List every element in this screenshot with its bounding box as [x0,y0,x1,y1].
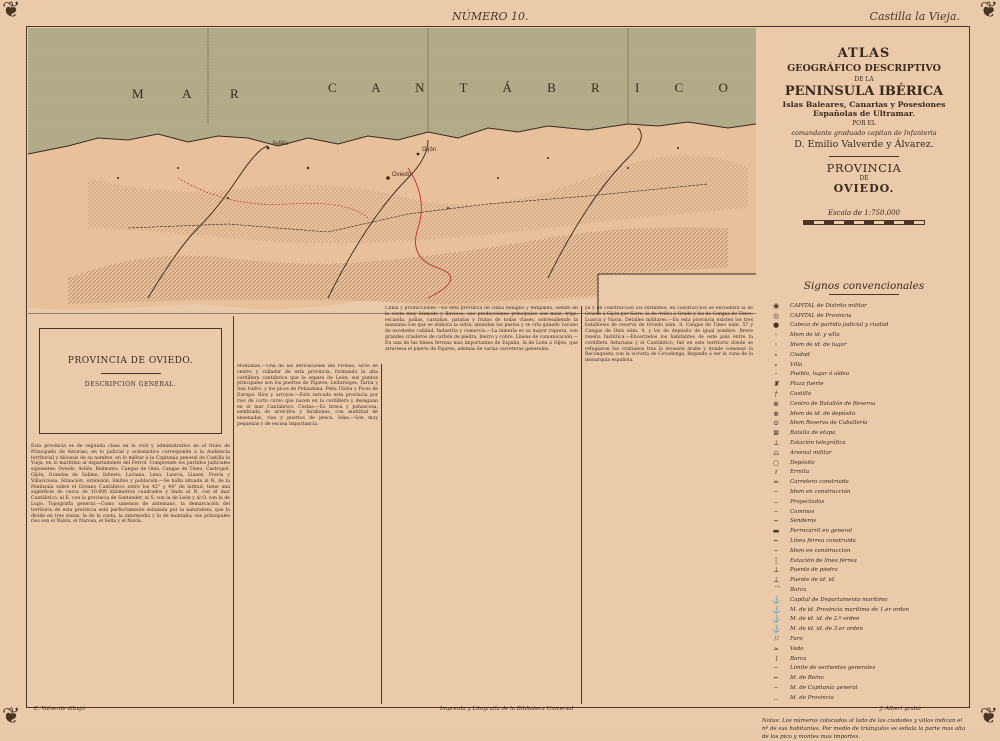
legend-label: Batalla de etapa [790,430,836,437]
legend-row [762,507,966,517]
legend-row [762,536,966,546]
legend-row [762,566,966,576]
legend-symbol-icon: ┄ [773,488,779,497]
legend-symbol-icon: ⚐ [772,634,780,643]
legend-symbol-icon: ♜ [772,380,780,389]
legend-symbol-icon: ◦ [773,331,779,340]
scale-label: Escala de 1:750.000 [827,209,901,217]
legend-label: Senderos [790,518,817,525]
legend-row [762,360,966,370]
legend-label: Depósito [790,459,815,466]
province-map[interactable] [28,28,756,314]
province-title: PROVINCIA DE OVIEDO. [67,356,194,366]
body-text: Montañas.—Una de las derivaciones del Pirineo, sirve de centro y valladar de esta provincia, formando la alta cordillera cantábrica que la separa de León; sus puntos principales son los puertos de Pajares, Leitariegos, Tarna y San Isidro, y los picos de Peñaubina, Peña Ubiña y Picos de Europa. Ríos y arroyos.—Está surcada esta provincia por ríos de corto curso que nacen en la cordillera y desaguan en el mar Cantábrico. Costas.—Es brava y peñascosa, sembrada de arrecifes y farallones, con multitud de ensenadas, rías y puertos de pesca. Islas.—Son muy pequeñas y de escasa importancia. [237,364,378,427]
region-label: Castilla la Vieja. [869,10,960,23]
legend-row [762,663,966,673]
legend-label: Ferrocarril en general [790,528,853,535]
legend-symbol-icon: ⌂ [773,448,779,457]
legend-symbol-icon: ┅ [773,537,779,546]
legend-label: Ermita [790,469,810,476]
body-text: ya y en construcción los restantes; en construcción se encuentra la de Oviedo á Gijón por Siero, la de Avilés á Grado y las de Cangas de Tineo, Luarca y Navia. Detalles militares.—En esta provincia existen los tres batallones de reserva de Oviedo núm. 8, Cangas de Tineo núm. 57 y Cangas de Onís núm. 9, y los de depósito de igual nombre. Breve reseña histórica.—Encerrados los habitantes de este país entre la cordillera Asturiana y el Cantábrico, fué en este territorio donde se refugiaron los cristianos tras la invasión árabe y donde comenzó la Reconquista con la victoria de Covadonga, llegando á ser la cuna de la monarquía española. [585,306,753,364]
legend-symbol-icon: ≈ [773,644,779,653]
legend-row [762,468,966,478]
legend-label: Barca [790,587,807,593]
legend-symbol-icon: ┅ [773,674,779,683]
legend-row [762,399,966,409]
legend-label: Vado [790,645,804,652]
legend-row [762,350,966,360]
scale-bar [803,220,925,225]
atlas-de-la: DE LA [854,76,874,83]
legend-label: M. de id. Provincia marítima de 1.er orden [790,606,910,613]
atlas-por: POR EL [852,120,876,127]
legend-label: Línea férrea construida [790,538,856,545]
legend-row [762,409,966,419]
legend-row [762,340,966,350]
legend-row [762,458,966,468]
legend-symbol-icon: ⊥ [772,566,780,575]
engraver-credit: E. Valverde dibujó [34,706,85,712]
corner-ornament-icon: ❦ [2,0,21,23]
province-name: OVIEDO. [833,182,895,195]
legend-label: Barca [790,655,807,662]
legend-symbol-icon: ⊠ [773,429,779,438]
legend-row [762,556,966,566]
legend-row [762,497,966,507]
legend-symbol-icon: ⊕ [773,399,779,408]
corner-ornament-icon: ❦ [979,0,998,23]
legend-label: Puente de id. id. [790,577,836,584]
legend-row [762,301,966,311]
printer-credit: Imprenta y Litografía de la Biblioteca Universal [440,706,574,712]
legend-symbol-icon: ┈ [773,683,779,692]
legend-symbol-icon: ⊗ [773,409,779,418]
legend-symbol-icon: ═ [773,478,779,487]
legend-label: Faro [790,635,803,642]
legend-title: Signos convencionales [803,280,925,292]
legend-symbol-icon: ∘ [774,360,778,369]
legend-label: M. de id. id. de 2.º orden [790,616,860,623]
province-title-box [39,328,222,434]
province-heading: PROVINCIA [826,161,902,175]
legend-row [762,311,966,321]
legend-label: Castillo [790,391,812,398]
legend-row [762,379,966,389]
legend-label: Capital de Departamento marítimo [790,596,888,603]
legend-label: Idem de id. de lugar [790,342,847,349]
legend-label: Carretera construida [790,479,849,486]
atlas-title: ATLAS [837,46,891,61]
legend-symbol-icon: ‥ [773,693,779,702]
legend-label: Plaza fuerte [790,381,824,388]
legend-label: Id. de Provincia [790,694,834,701]
legend-symbol-icon: ⚓ [771,615,781,624]
body-text: Esta provincia es de segunda clase en lo civil y administrativo en el titulo de Principado de Asturias; en lo judicial y eclesiástico corresponde á la Audiencia territorial y diócesis de su nombre, en lo militar á la Capitanía general de Castilla la Vieja, en lo marítimo al departamento del Ferrol. Comprende los partidos judiciales siguientes: Oviedo, Avilés, Belmonte, Cangas de Onís, Cangas de Tineo, Castropol, Gijón, Grandas de Salime, Infiesto, Laviana, Lena, Luarca, Llanes, Pravia y Villaviciosa. Situación, extensión, límites y población.—Se halla situada al N. de la Península sobre el Océano Cantábrico entre los 42° y 44° de latitud; tiene una superficie de cerca de 10.600 kilómetros cuadrados y linda al N. con el mar Cantábrico, al E. con la provincia de Santander, al S. con la de León y al O. con la de Lugo. Topografía general.—Como sabemos de antemano, la demarcación del territorio de esta provincia está perfectamente señalada por la naturaleza, que la divide en tres zonas: la de la costa, la intermedia y la de montaña; sus principales rios son el Nalón, el Narcea, el Sella y el Navia. [31,444,230,525]
text-column-1 [28,316,234,704]
sea-label: C A N T Á B R I C O [328,80,744,95]
title-cartouche [760,28,968,266]
legend-row [762,654,966,664]
legend-row [762,517,966,527]
legend-label: Estación de línea férrea [790,557,857,564]
legend-row [762,330,966,340]
legend-label: Idem en construcción [790,489,851,496]
legend-label: Villa [790,361,803,368]
legend-row [762,448,966,458]
legend-label: Centro de Batallón de Reserva [790,400,876,407]
legend-row [762,419,966,429]
author-rank: comandante graduado capitan de Infanteria [791,129,937,137]
text-column-4 [582,306,756,704]
legend-row [762,615,966,625]
atlas-region: PENINSULA IBÉRICA [784,84,944,99]
legend-symbol-icon: · [774,370,778,379]
legend-symbol-icon: ⊙ [773,419,779,428]
legend-row [762,321,966,331]
legend-row [762,389,966,399]
legend-row [762,546,966,556]
corner-ornament-icon: ❦ [2,704,21,729]
legend-label: Id. de Reino [790,675,824,682]
legend-symbol-icon: ⊥ [772,576,780,585]
city-label: Oviedo [392,172,412,178]
legend-row [762,673,966,683]
legend-symbol-icon: ⌇ [774,654,778,663]
legend-row [762,487,966,497]
atlas-number: NÚMERO 10. [452,10,529,23]
legend-label: Límite de vertientes generales [790,665,876,672]
legend-symbol-icon: ⚓ [771,625,781,634]
legend-row [762,370,966,380]
divider [829,294,899,295]
legend-row [762,683,966,693]
atlas-islands: Islas Baleares, Canarias y Posesiones Españolas de Ultramar. [782,100,946,118]
legend-label: Idem de id. y villa [790,332,840,339]
description-title: DESCRIPCION GENERAL. [84,380,177,388]
legend-row [762,428,966,438]
legend-symbol-icon: ı [774,468,778,477]
legend-row [762,585,966,595]
legend-label: Proyectadas [790,498,825,505]
legend-row [762,634,966,644]
body-text: Clima y producciones.—Es esta provincia de clima benigno y templado, siendo en la costa muy húmedo y lluvioso; sus producciones principales son maiz, trigo, escanda, judías, castañas, patatas y frutas de todas clases, sobresaliendo la manzana con que se elabora la sidra; abundan los pastos y se cría ganado vacuno de excelente calidad. Industria y comercio.—La minería es su mayor riqueza, con grandes criaderos de carbón de piedra, hierro y cobre. Líneas de comunicación.—En una de las líneas férreas más importantes de España, la de León á Gijón, que atraviesa el puerto de Pajares, además de varias carreteras generales. [385,306,578,352]
legend-symbol-icon: ┉ [773,517,779,526]
legend-row [762,575,966,585]
legend-symbol-icon: ▬ [772,527,780,536]
legend-symbol-icon: ⌒ [772,586,780,595]
legend-label: Arsenal militar [790,449,832,456]
legend-row [762,438,966,448]
city-label: Avilés [272,141,288,147]
legend-symbol-icon: ● [772,321,780,330]
legend-label: Id. de Capitanía general [790,684,858,691]
legend-symbol-icon: ∘ [774,350,778,359]
legend-label: Pueblo, lugar ó aldea [790,371,850,378]
legend-symbol-icon: ⚓ [771,605,781,614]
description-text-region [28,306,756,706]
divider [829,156,899,157]
legend-symbol-icon: ⚓ [771,595,781,604]
city-label: Gijón [422,147,437,153]
atlas-subtitle: GEOGRÁFICO DESCRIPTIVO [787,63,941,74]
legend-label: M. de id. id. de 3.er orden [790,626,863,633]
sea-label: M A R [132,86,257,101]
legend-symbol-icon: ◉ [772,301,780,310]
legend-row [762,477,966,487]
legend-symbol-icon: ◦ [773,341,779,350]
legend-label: Puente de piedra [790,567,838,574]
legend-symbol-icon: ╌ [773,546,779,555]
legend-symbol-icon: ┄ [773,664,779,673]
legend-label: CAPITAL de Provincia [790,312,852,319]
legend-label: Estación telegráfica [790,440,846,447]
legend-label: Ciudad [790,351,810,358]
legend-notes: Notas: Los números colocados al lado de las ciudades y villas indican el nº de sus habitantes. Por medio de triángulos se señala la parte mas alta de los pico y montes mas importes. [762,717,966,740]
legend-symbol-icon: ○ [772,458,780,467]
legend-row [762,595,966,605]
legend-symbol-icon: ┆ [773,556,779,565]
legend-row [762,693,966,703]
legend-row [762,624,966,634]
text-column-3 [382,306,582,704]
legend-symbol-icon: ‒ [773,497,779,506]
legend-label: CAPITAL de Distrito militar [790,302,867,309]
legend-label: Idem en construcción [790,547,851,554]
text-column-2 [234,364,382,704]
legend-label: Idem Reserva de Caballería [790,420,868,427]
corner-ornament-icon: ❦ [979,704,998,729]
legend-row [762,526,966,536]
legend-row [762,605,966,615]
legend-label: Cabeza de partido judicial y ciudad [790,322,889,329]
legend-label: Idem de id. de depósito [790,410,856,417]
engraver-credit-right: J. Albert grabó [880,706,921,712]
legend-symbol-icon: † [774,390,778,399]
legend-symbol-icon: ┈ [773,507,779,516]
author-name: D. Emilio Valverde y Álvarez. [794,139,934,150]
legend-symbol-icon: ⊥ [772,439,780,448]
divider [101,373,161,374]
legend-label: Caminos [790,508,815,515]
legend-row [762,644,966,654]
province-de: DE [859,175,869,182]
map-graphic [28,28,756,314]
legend-symbol-icon: ◎ [772,311,780,320]
